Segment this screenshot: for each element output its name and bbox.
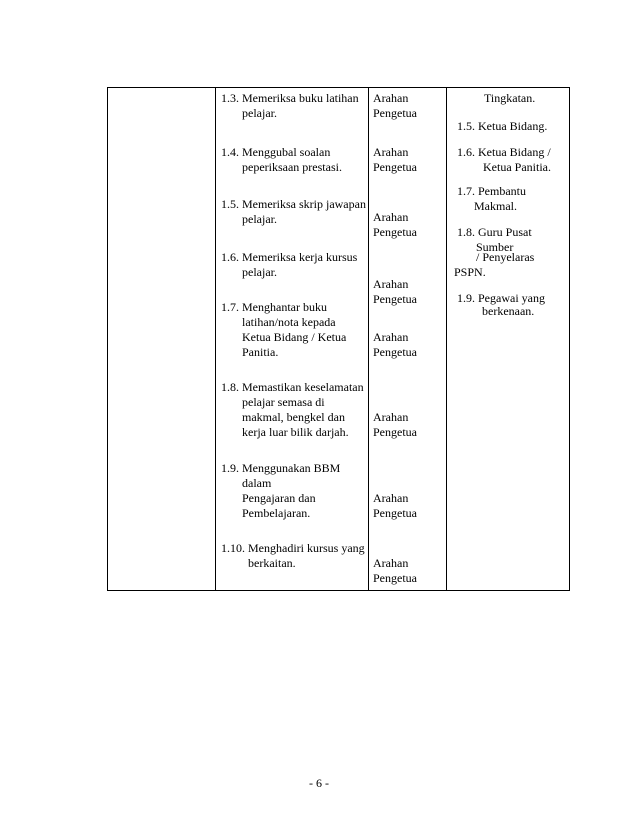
task-line: Pengajaran dan (242, 491, 316, 505)
authority-line: Arahan (373, 410, 409, 424)
task-line: 1.8. Memastikan keselamatan (221, 380, 364, 394)
officer-line: Tingkatan. (484, 91, 536, 105)
column-divider-2 (368, 88, 369, 590)
task-line: berkaitan. (248, 556, 296, 570)
authority-line: Arahan (373, 91, 409, 105)
officer-line: 1.8. Guru Pusat (457, 225, 532, 239)
task-line: 1.6. Memeriksa kerja kursus (221, 250, 358, 264)
officer-line: PSPN. (454, 265, 486, 279)
task-line: pelajar. (242, 212, 277, 226)
task-line: 1.7. Menghantar buku (221, 300, 327, 314)
authority-line: Arahan (373, 210, 409, 224)
authority-line: Pengetua (373, 571, 417, 585)
task-line: pelajar. (242, 106, 277, 120)
task-line: peperiksaan prestasi. (242, 160, 342, 174)
authority-line: Pengetua (373, 225, 417, 239)
authority-line: Pengetua (373, 345, 417, 359)
column-divider-3 (446, 88, 447, 590)
task-line: pelajar semasa di (242, 395, 325, 409)
officer-line: / Penyelaras (476, 250, 535, 264)
authority-line: Pengetua (373, 292, 417, 306)
task-line: Panitia. (242, 345, 279, 359)
task-line: Pembelajaran. (242, 506, 311, 520)
task-line: dalam (242, 476, 272, 490)
task-line: kerja luar bilik darjah. (242, 425, 349, 439)
task-line: 1.10. Menghadiri kursus yang (221, 541, 365, 555)
officer-line: Ketua Panitia. (483, 160, 551, 174)
authority-line: Pengetua (373, 106, 417, 120)
page-number: - 6 - (309, 776, 329, 790)
responsibility-table (107, 87, 570, 591)
authority-line: Pengetua (373, 506, 417, 520)
task-line: 1.5. Memeriksa skrip jawapan (221, 197, 366, 211)
task-line: latihan/nota kepada (242, 315, 336, 329)
authority-line: Arahan (373, 145, 409, 159)
task-line: pelajar. (242, 265, 277, 279)
officer-line: Makmal. (474, 199, 517, 213)
authority-line: Arahan (373, 330, 409, 344)
authority-line: Pengetua (373, 160, 417, 174)
officer-line: 1.7. Pembantu (457, 184, 526, 198)
authority-line: Arahan (373, 556, 409, 570)
task-line: 1.4. Menggubal soalan (221, 145, 331, 159)
authority-line: Arahan (373, 491, 409, 505)
officer-line: 1.5. Ketua Bidang. (457, 119, 548, 133)
officer-line: 1.6. Ketua Bidang / (457, 145, 551, 159)
task-line: makmal, bengkel dan (242, 410, 345, 424)
authority-line: Arahan (373, 277, 409, 291)
task-line: 1.9. Menggunakan BBM (221, 461, 341, 475)
officer-line: Sumber (476, 240, 514, 254)
column-divider-1 (215, 88, 216, 590)
task-line: 1.3. Memeriksa buku latihan (221, 91, 359, 105)
task-line: Ketua Bidang / Ketua (242, 330, 347, 344)
officer-line: 1.9. Pegawai yang (457, 291, 545, 305)
officer-line: berkenaan. (482, 304, 535, 318)
authority-line: Pengetua (373, 425, 417, 439)
